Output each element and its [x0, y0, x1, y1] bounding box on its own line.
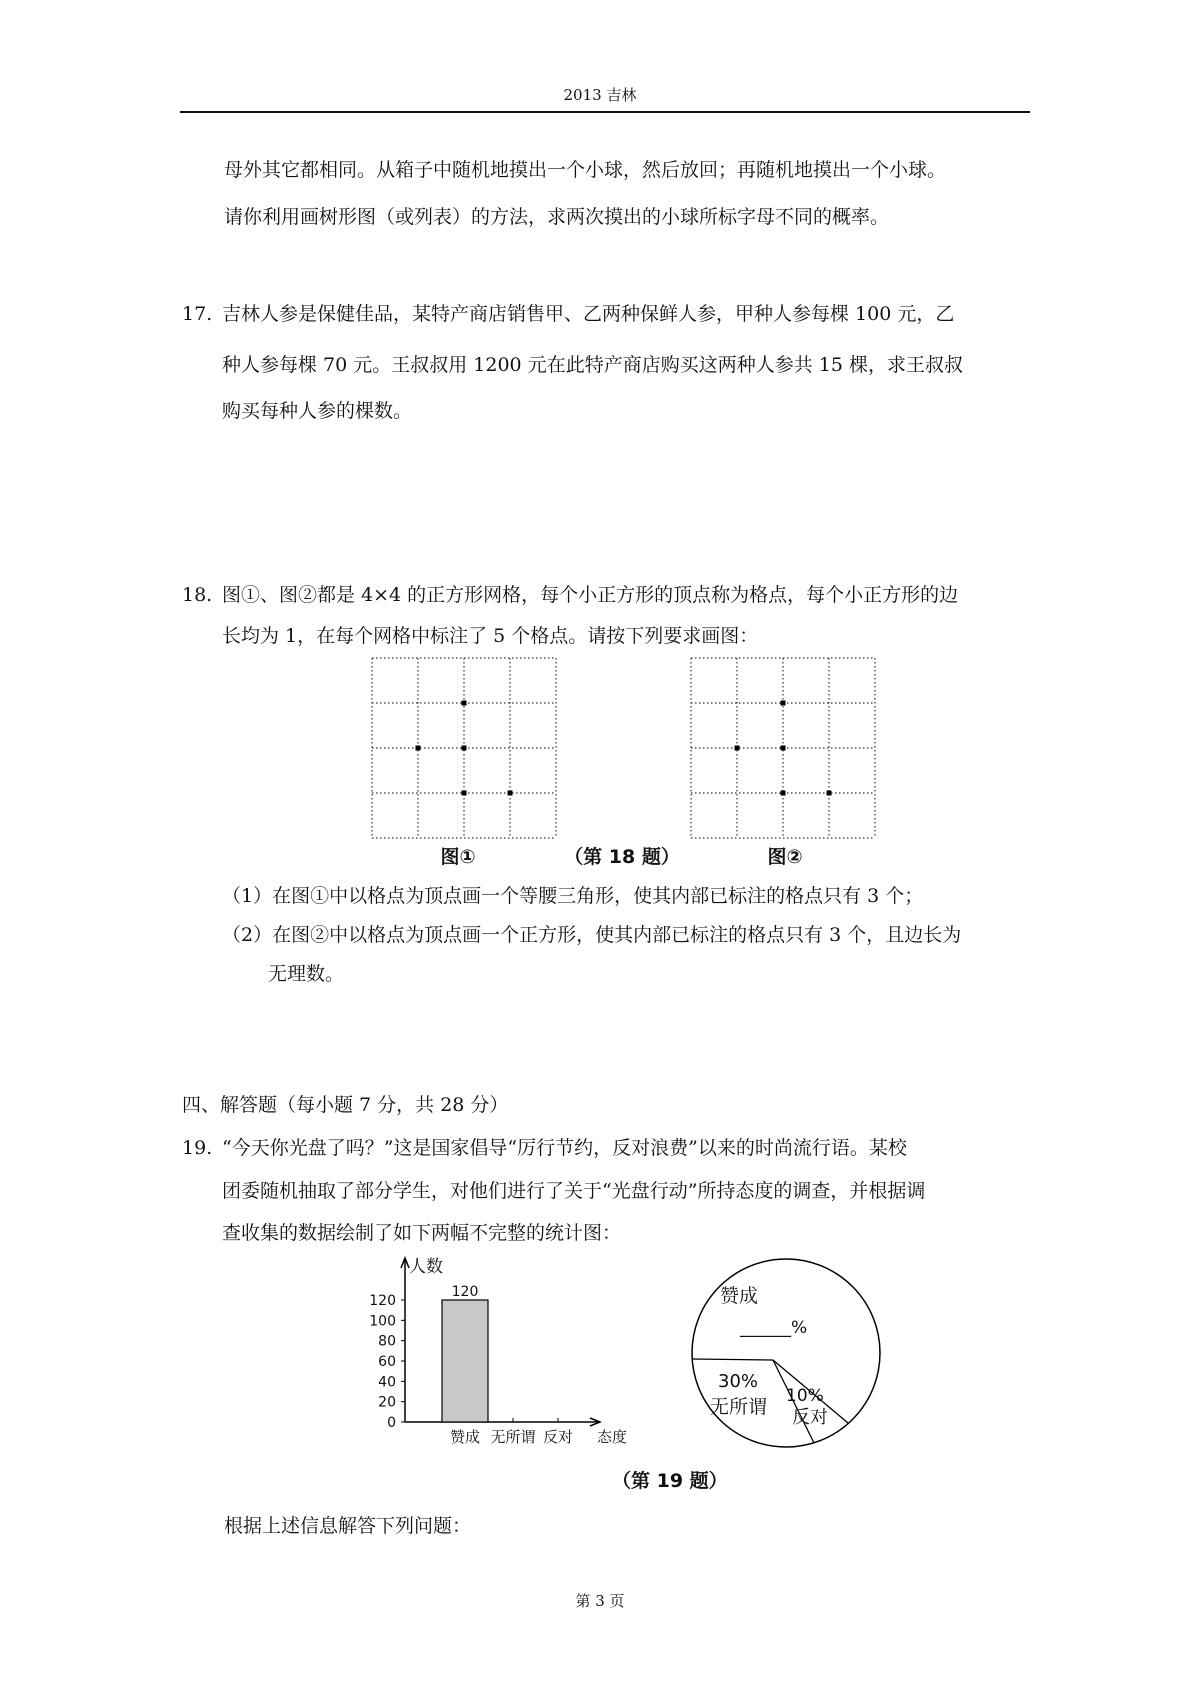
- figure-1-label: 图①: [440, 846, 476, 868]
- q16-line1: 母外其它都相同。从箱子中随机地摸出一个小球，然后放回；再随机地摸出一个小球。: [224, 159, 947, 181]
- marked-lattice-point: [508, 791, 513, 796]
- q18-line2: 长均为 1，在每个网格中标注了 5 个格点。请按下列要求画图：: [222, 625, 759, 647]
- q16-line2: 请你利用画树形图（或列表）的方法，求两次摸出的小球所标字母不同的概率。: [224, 206, 890, 228]
- figure-18-caption: （第 18 题）: [564, 846, 680, 868]
- grid-figure-1: [372, 658, 556, 838]
- page-header: 2013 吉林: [563, 86, 637, 104]
- slice-label-oppose: 反对: [792, 1407, 828, 1428]
- y-tick-label: 120: [369, 1293, 396, 1309]
- q18-number: 18.: [182, 584, 213, 606]
- q18-sub1: （1）在图①中以格点为顶点画一个等腰三角形，使其内部已标注的格点只有 3 个；: [222, 885, 924, 907]
- x-tick-label: 无所谓: [490, 1428, 536, 1446]
- y-tick-label: 20: [378, 1394, 396, 1411]
- slice-label-indifferent: 无所谓: [710, 1396, 768, 1418]
- q19-line1: “今天你光盘了吗？”这是国家倡导“厉行节约，反对浪费”以来的时尚流行语。某校: [222, 1137, 907, 1159]
- q18-figure: [360, 650, 880, 870]
- y-tick-label: 0: [387, 1415, 396, 1431]
- figure-2-label: 图②: [767, 846, 803, 868]
- q18-sub2b: 无理数。: [268, 963, 345, 985]
- slice-value-oppose: 10%: [786, 1386, 824, 1406]
- q19-line3: 查收集的数据绘制了如下两幅不完整的统计图：: [222, 1222, 622, 1244]
- header-rule: [180, 111, 1030, 113]
- q18-sub2a: （2）在图②中以格点为顶点画一个正方形，使其内部已标注的格点只有 3 个，且边长为: [222, 924, 962, 946]
- grid-figure-2: [691, 658, 875, 838]
- y-tick-label: 40: [378, 1374, 396, 1391]
- marked-lattice-point: [416, 746, 421, 751]
- q19-number: 19.: [182, 1137, 213, 1159]
- y-tick-label: 100: [369, 1313, 396, 1330]
- x-tick-label: 赞成: [449, 1428, 481, 1446]
- slice-value-approve: ______%: [740, 1318, 808, 1338]
- marked-lattice-point: [781, 746, 786, 751]
- marked-lattice-point: [462, 746, 467, 751]
- x-tick-label: 反对: [542, 1428, 574, 1446]
- y-axis-label: 人数: [409, 1257, 443, 1277]
- marked-lattice-point: [827, 791, 832, 796]
- figure-19-caption: （第 19 题）: [612, 1470, 728, 1492]
- bar-data-label: 120: [451, 1284, 479, 1300]
- page-footer: 第 3 页: [575, 1592, 625, 1610]
- q17-line2: 种人参每棵 70 元。王叔叔用 1200 元在此特产商店购买这两种人参共 15 棵，求王叔叔: [222, 354, 963, 376]
- marked-lattice-point: [735, 746, 740, 751]
- slice-value-indifferent: 30%: [718, 1371, 759, 1392]
- q19-line2: 团委随机抽取了部分学生，对他们进行了关于“光盘行动”所持态度的调查，并根据调: [222, 1180, 926, 1202]
- y-tick-label: 80: [378, 1333, 396, 1350]
- pie-divider: [692, 1359, 773, 1360]
- section-4-title: 四、解答题（每小题 7 分，共 28 分）: [182, 1094, 509, 1116]
- marked-lattice-point: [462, 791, 467, 796]
- marked-lattice-point: [781, 791, 786, 796]
- q19-after: 根据上述信息解答下列问题：: [224, 1515, 472, 1537]
- x-axis-label: 态度: [596, 1428, 628, 1446]
- y-tick-label: 60: [378, 1354, 396, 1370]
- q17-number: 17.: [182, 303, 213, 325]
- slice-label-approve: 赞成: [720, 1285, 759, 1307]
- bar-赞成: [442, 1300, 488, 1422]
- marked-lattice-point: [781, 701, 786, 706]
- marked-lattice-point: [462, 701, 467, 706]
- q17-line3: 购买每种人参的棵数。: [222, 400, 413, 422]
- q17-line1: 吉林人参是保健佳品，某特产商店销售甲、乙两种保鲜人参，甲种人参每棵 100 元，乙: [222, 303, 955, 325]
- bar-chart: [360, 1250, 650, 1450]
- pie-chart: [688, 1255, 884, 1451]
- q18-line1: 图①、图②都是 4×4 的正方形网格，每个小正方形的顶点称为格点，每个小正方形的边: [222, 584, 959, 606]
